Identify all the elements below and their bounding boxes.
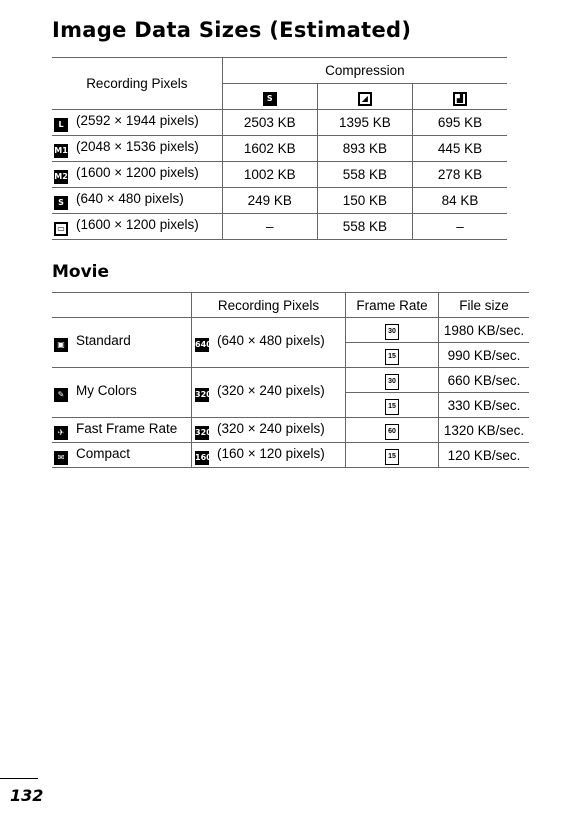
movie-size-table [52, 292, 529, 468]
row-pixels: (2592 × 1944 pixels) [76, 113, 199, 128]
compact-icon: ✉ [54, 451, 68, 465]
normal-icon: ▟ [453, 92, 467, 106]
table-row [52, 188, 507, 214]
row-pixels: (2048 × 1536 pixels) [76, 139, 199, 154]
file-size-value: 120 KB/sec. [439, 443, 530, 468]
size-fine: 1395 KB [317, 110, 412, 136]
res-160-icon: 160 [195, 451, 209, 465]
file-size-value: 1980 KB/sec. [439, 318, 530, 343]
mode-label: Compact [76, 445, 131, 461]
frame-rate-15-icon: 15 [385, 399, 399, 415]
size-fine: 558 KB [317, 162, 412, 188]
large-size-icon: L [54, 118, 68, 132]
file-size-value: 330 KB/sec. [439, 393, 530, 418]
file-size-value: 990 KB/sec. [439, 343, 530, 368]
movie-pixels: (320 × 240 pixels) [217, 420, 325, 436]
size-superfine: 2503 KB [222, 110, 317, 136]
size-normal: 445 KB [412, 136, 507, 162]
recording-pixels-header: Recording Pixels [52, 58, 222, 110]
res-640-icon: 640 [195, 338, 209, 352]
size-superfine: 1602 KB [222, 136, 317, 162]
mode-label: Standard [76, 333, 131, 348]
table-row [52, 318, 529, 343]
size-fine: 893 KB [317, 136, 412, 162]
frame-rate-30-icon: 30 [385, 374, 399, 390]
file-size-value: 660 KB/sec. [439, 368, 530, 393]
table-row [52, 443, 529, 468]
page-number-rule [0, 778, 38, 779]
table-row [52, 214, 507, 240]
row-pixels: (1600 × 1200 pixels) [76, 165, 199, 180]
table-row [52, 136, 507, 162]
file-size-value: 1320 KB/sec. [439, 418, 530, 443]
row-pixels: (640 × 480 pixels) [76, 191, 184, 206]
medium2-size-icon: M2 [54, 170, 68, 184]
movie-pixels: (640 × 480 pixels) [217, 333, 325, 348]
size-superfine: – [222, 214, 317, 240]
table-row [52, 110, 507, 136]
my-colors-icon: ✎ [54, 388, 68, 402]
postcard-icon: ▭ [54, 222, 68, 236]
size-superfine: 249 KB [222, 188, 317, 214]
size-fine: 558 KB [317, 214, 412, 240]
size-normal: 695 KB [412, 110, 507, 136]
image-data-size-table [52, 57, 507, 240]
mode-header [52, 293, 192, 318]
standard-movie-icon: ▣ [54, 338, 68, 352]
movie-recording-pixels-header: Recording Pixels [192, 293, 346, 318]
res-320-icon: 320 [195, 388, 209, 402]
size-superfine: 1002 KB [222, 162, 317, 188]
movie-pixels: (320 × 240 pixels) [217, 383, 325, 398]
frame-rate-header: Frame Rate [346, 293, 439, 318]
page-title: Image Data Sizes (Estimated) [52, 18, 412, 42]
res-320-icon: 320 [195, 426, 209, 440]
size-normal: 278 KB [412, 162, 507, 188]
small-size-icon: S [54, 196, 68, 210]
size-fine: 150 KB [317, 188, 412, 214]
table-row [52, 418, 529, 443]
superfine-icon: S [263, 92, 277, 106]
table-row [52, 162, 507, 188]
mode-label: Fast Frame Rate [76, 420, 178, 436]
row-pixels: (1600 × 1200 pixels) [76, 217, 199, 232]
fast-frame-rate-icon: ✈ [54, 426, 68, 440]
size-normal: 84 KB [412, 188, 507, 214]
movie-pixels: (160 × 120 pixels) [217, 445, 325, 461]
file-size-header: File size [439, 293, 530, 318]
fine-icon: ◢ [358, 92, 372, 106]
medium1-size-icon: M1 [54, 144, 68, 158]
compression-col-fine [317, 84, 412, 110]
mode-label: My Colors [76, 383, 137, 398]
size-normal: – [412, 214, 507, 240]
movie-heading: Movie [52, 262, 110, 282]
frame-rate-30-icon: 30 [385, 324, 399, 340]
page-number: 132 [10, 786, 44, 805]
compression-col-superfine [222, 84, 317, 110]
frame-rate-15-icon: 15 [385, 349, 399, 365]
frame-rate-60-icon: 60 [385, 424, 399, 440]
compression-col-normal [412, 84, 507, 110]
compression-header: Compression [222, 58, 507, 84]
table-row [52, 368, 529, 393]
frame-rate-15-icon: 15 [385, 449, 399, 465]
